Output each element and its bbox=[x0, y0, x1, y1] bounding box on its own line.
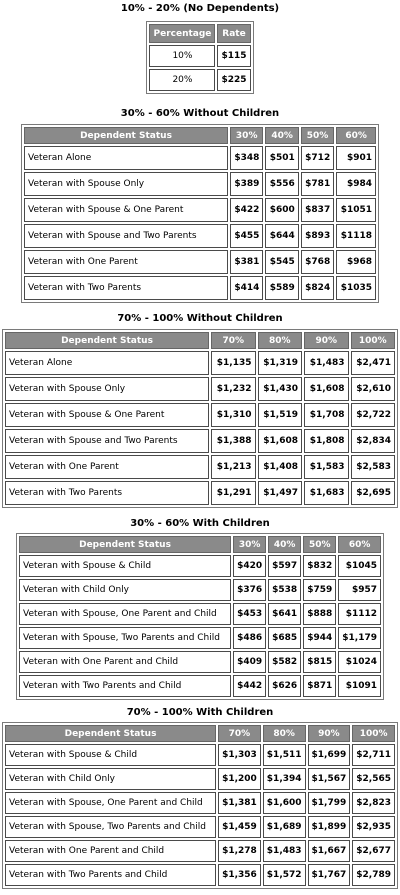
table-row bbox=[19, 603, 381, 625]
table-row bbox=[5, 840, 395, 862]
column-header: Percentage bbox=[149, 24, 215, 43]
table-row bbox=[5, 351, 395, 375]
rate-value: $1,608 bbox=[258, 429, 303, 453]
rate-value: $1,356 bbox=[218, 864, 261, 886]
rate-value: $1,708 bbox=[304, 403, 349, 427]
rate-value: $832 bbox=[303, 555, 336, 577]
rate-value: $2,610 bbox=[351, 377, 396, 401]
rate-value: $1035 bbox=[336, 276, 376, 300]
row-label: Veteran Alone bbox=[5, 351, 209, 375]
rate-value: $888 bbox=[303, 603, 336, 625]
table-row bbox=[19, 651, 381, 673]
column-header: 90% bbox=[304, 332, 349, 349]
rate-value: $600 bbox=[265, 198, 298, 222]
table-cell: 20% bbox=[149, 69, 215, 91]
rate-value: $2,583 bbox=[351, 455, 396, 479]
rate-value: $1024 bbox=[338, 651, 381, 673]
rates-table-70-100-with-children bbox=[2, 722, 398, 889]
row-label: Veteran with Two Parents and Child bbox=[19, 675, 231, 697]
table-row bbox=[5, 744, 395, 766]
column-header: 90% bbox=[308, 725, 351, 742]
rate-value: $1045 bbox=[338, 555, 381, 577]
column-header: Dependent Status bbox=[5, 332, 209, 349]
rate-value: $837 bbox=[301, 198, 334, 222]
rate-value: $1,430 bbox=[258, 377, 303, 401]
rate-value: $1,483 bbox=[263, 840, 306, 862]
rate-value: $389 bbox=[230, 172, 263, 196]
row-label: Veteran with Spouse Only bbox=[24, 172, 228, 196]
column-header: 60% bbox=[338, 536, 381, 553]
rate-value: $1,394 bbox=[263, 768, 306, 790]
section-title: 10% - 20% (No Dependents) bbox=[120, 3, 280, 14]
table-row bbox=[19, 675, 381, 697]
section-title: 30% - 60% Without Children bbox=[120, 108, 280, 119]
rate-value: $824 bbox=[301, 276, 334, 300]
section-70-100-without-children bbox=[0, 313, 400, 508]
section-30-60-without-children bbox=[0, 108, 400, 303]
rate-value: $1,135 bbox=[211, 351, 256, 375]
rate-value: $1,799 bbox=[308, 792, 351, 814]
rate-value: $626 bbox=[268, 675, 301, 697]
rate-value: $815 bbox=[303, 651, 336, 673]
table-row bbox=[5, 481, 395, 505]
column-header: 70% bbox=[211, 332, 256, 349]
rate-value: $1,808 bbox=[304, 429, 349, 453]
rate-value: $901 bbox=[336, 146, 376, 170]
rates-table-70-100-without-children bbox=[2, 329, 398, 508]
table-row bbox=[5, 455, 395, 479]
rate-value: $968 bbox=[336, 250, 376, 274]
rate-value: $453 bbox=[233, 603, 266, 625]
column-header: 50% bbox=[301, 127, 334, 144]
row-label: Veteran with Child Only bbox=[5, 768, 216, 790]
rates-table-30-60-without-children bbox=[21, 124, 379, 303]
rate-value: $1,572 bbox=[263, 864, 306, 886]
column-header: 40% bbox=[268, 536, 301, 553]
rate-value: $455 bbox=[230, 224, 263, 248]
rate-value: $944 bbox=[303, 627, 336, 649]
rate-value: $582 bbox=[268, 651, 301, 673]
row-label: Veteran with Spouse and Two Parents bbox=[5, 429, 209, 453]
column-header: 30% bbox=[233, 536, 266, 553]
table-row bbox=[5, 816, 395, 838]
row-label: Veteran Alone bbox=[24, 146, 228, 170]
rate-value: $1,200 bbox=[218, 768, 261, 790]
section-70-100-with-children bbox=[0, 707, 400, 889]
rate-value: $348 bbox=[230, 146, 263, 170]
column-header: 50% bbox=[303, 536, 336, 553]
table-header-row bbox=[19, 536, 381, 553]
rate-value: $538 bbox=[268, 579, 301, 601]
row-label: Veteran with One Parent and Child bbox=[5, 840, 216, 862]
rate-value: $486 bbox=[233, 627, 266, 649]
rate-value: $768 bbox=[301, 250, 334, 274]
table-row bbox=[5, 768, 395, 790]
row-label: Veteran with Spouse and Two Parents bbox=[24, 224, 228, 248]
rate-value: $2,565 bbox=[352, 768, 395, 790]
rate-value: $1091 bbox=[338, 675, 381, 697]
column-header: 70% bbox=[218, 725, 261, 742]
rate-value: $556 bbox=[265, 172, 298, 196]
rate-value: $2,677 bbox=[352, 840, 395, 862]
row-label: Veteran with Spouse, One Parent and Child bbox=[19, 603, 231, 625]
rate-value: $1,511 bbox=[263, 744, 306, 766]
rate-value: $442 bbox=[233, 675, 266, 697]
rate-value: $1,699 bbox=[308, 744, 351, 766]
table-row bbox=[19, 579, 381, 601]
rate-value: $1,381 bbox=[218, 792, 261, 814]
rate-value: $2,695 bbox=[351, 481, 396, 505]
rate-value: $641 bbox=[268, 603, 301, 625]
column-header: 30% bbox=[230, 127, 263, 144]
rate-value: $1,310 bbox=[211, 403, 256, 427]
row-label: Veteran with Child Only bbox=[19, 579, 231, 601]
table-header-row bbox=[149, 24, 250, 43]
table-row bbox=[5, 864, 395, 886]
rate-value: $1,497 bbox=[258, 481, 303, 505]
row-label: Veteran with Spouse & Child bbox=[5, 744, 216, 766]
rate-value: $1,459 bbox=[218, 816, 261, 838]
rate-value: $1112 bbox=[338, 603, 381, 625]
row-label: Veteran with Two Parents and Child bbox=[5, 864, 216, 886]
rate-value: $1,767 bbox=[308, 864, 351, 886]
rate-value: $1,408 bbox=[258, 455, 303, 479]
rate-value: $1,179 bbox=[338, 627, 381, 649]
rate-value: $1,519 bbox=[258, 403, 303, 427]
table-header-row bbox=[5, 725, 395, 742]
section-title: 70% - 100% Without Children bbox=[117, 313, 283, 324]
rate-value: $871 bbox=[303, 675, 336, 697]
row-label: Veteran with Two Parents bbox=[5, 481, 209, 505]
table-row bbox=[5, 792, 395, 814]
column-header: Dependent Status bbox=[5, 725, 216, 742]
rate-value: $1,899 bbox=[308, 816, 351, 838]
rate-value: $2,711 bbox=[352, 744, 395, 766]
section-title: 70% - 100% With Children bbox=[126, 707, 274, 718]
rate-value: $1,388 bbox=[211, 429, 256, 453]
table-header-row bbox=[24, 127, 376, 144]
table-row bbox=[5, 429, 395, 453]
rate-value: $1,600 bbox=[263, 792, 306, 814]
section-title: 30% - 60% With Children bbox=[130, 518, 270, 529]
table-row bbox=[24, 250, 376, 274]
table-row bbox=[5, 403, 395, 427]
row-label: Veteran with Two Parents bbox=[24, 276, 228, 300]
table-row bbox=[149, 69, 250, 91]
row-label: Veteran with Spouse, One Parent and Child bbox=[5, 792, 216, 814]
rate-value: $2,834 bbox=[351, 429, 396, 453]
rate-value: $2,722 bbox=[351, 403, 396, 427]
rate-value: $957 bbox=[338, 579, 381, 601]
table-row bbox=[24, 276, 376, 300]
row-label: Veteran with One Parent bbox=[5, 455, 209, 479]
rate-value: $420 bbox=[233, 555, 266, 577]
table-row bbox=[24, 172, 376, 196]
section-30-60-with-children bbox=[0, 518, 400, 700]
table-row bbox=[19, 627, 381, 649]
row-label: Veteran with One Parent bbox=[24, 250, 228, 274]
column-header: 80% bbox=[263, 725, 306, 742]
rate-value: $409 bbox=[233, 651, 266, 673]
table-header-row bbox=[5, 332, 395, 349]
rate-value: $422 bbox=[230, 198, 263, 222]
rates-table-30-60-with-children bbox=[16, 533, 384, 700]
rate-value: $1051 bbox=[336, 198, 376, 222]
table-cell: 10% bbox=[149, 45, 215, 67]
row-label: Veteran with Spouse & Child bbox=[19, 555, 231, 577]
row-label: Veteran with Spouse Only bbox=[5, 377, 209, 401]
rate-value: $2,789 bbox=[352, 864, 395, 886]
rate-value: $1,567 bbox=[308, 768, 351, 790]
rate-value: $2,823 bbox=[352, 792, 395, 814]
rates-table-no-dependents bbox=[146, 21, 253, 94]
row-label: Veteran with One Parent and Child bbox=[19, 651, 231, 673]
rate-value: $597 bbox=[268, 555, 301, 577]
row-label: Veteran with Spouse & One Parent bbox=[24, 198, 228, 222]
rate-value: $893 bbox=[301, 224, 334, 248]
rate-value: $589 bbox=[265, 276, 298, 300]
column-header: Rate bbox=[217, 24, 250, 43]
rate-value: $781 bbox=[301, 172, 334, 196]
rate-value: $501 bbox=[265, 146, 298, 170]
rate-value: $1,303 bbox=[218, 744, 261, 766]
rate-value: $1,683 bbox=[304, 481, 349, 505]
table-row bbox=[19, 555, 381, 577]
table-row bbox=[24, 224, 376, 248]
rate-value: $1,483 bbox=[304, 351, 349, 375]
rate-value: $376 bbox=[233, 579, 266, 601]
rate-value: $381 bbox=[230, 250, 263, 274]
rate-value: $712 bbox=[301, 146, 334, 170]
rate-value: $1,583 bbox=[304, 455, 349, 479]
rate-value: $685 bbox=[268, 627, 301, 649]
column-header: 60% bbox=[336, 127, 376, 144]
table-row bbox=[24, 146, 376, 170]
rate-value: $545 bbox=[265, 250, 298, 274]
table-cell: $115 bbox=[217, 45, 250, 67]
table-row bbox=[149, 45, 250, 67]
row-label: Veteran with Spouse & One Parent bbox=[5, 403, 209, 427]
rate-value: $1,608 bbox=[304, 377, 349, 401]
row-label: Veteran with Spouse, Two Parents and Child bbox=[5, 816, 216, 838]
rate-value: $759 bbox=[303, 579, 336, 601]
rate-value: $1,689 bbox=[263, 816, 306, 838]
rate-value: $1,213 bbox=[211, 455, 256, 479]
table-row bbox=[5, 377, 395, 401]
rate-value: $644 bbox=[265, 224, 298, 248]
rate-value: $1,291 bbox=[211, 481, 256, 505]
rate-value: $2,935 bbox=[352, 816, 395, 838]
rate-value: $1,319 bbox=[258, 351, 303, 375]
rate-value: $414 bbox=[230, 276, 263, 300]
rate-value: $1,667 bbox=[308, 840, 351, 862]
column-header: 80% bbox=[258, 332, 303, 349]
rate-value: $984 bbox=[336, 172, 376, 196]
column-header: Dependent Status bbox=[24, 127, 228, 144]
rate-value: $1,232 bbox=[211, 377, 256, 401]
rate-value: $1,278 bbox=[218, 840, 261, 862]
table-cell: $225 bbox=[217, 69, 250, 91]
row-label: Veteran with Spouse, Two Parents and Child bbox=[19, 627, 231, 649]
column-header: 100% bbox=[352, 725, 395, 742]
section-no-dependents bbox=[0, 3, 400, 94]
column-header: 100% bbox=[351, 332, 396, 349]
rate-value: $2,471 bbox=[351, 351, 396, 375]
column-header: 40% bbox=[265, 127, 298, 144]
table-row bbox=[24, 198, 376, 222]
column-header: Dependent Status bbox=[19, 536, 231, 553]
rate-value: $1118 bbox=[336, 224, 376, 248]
